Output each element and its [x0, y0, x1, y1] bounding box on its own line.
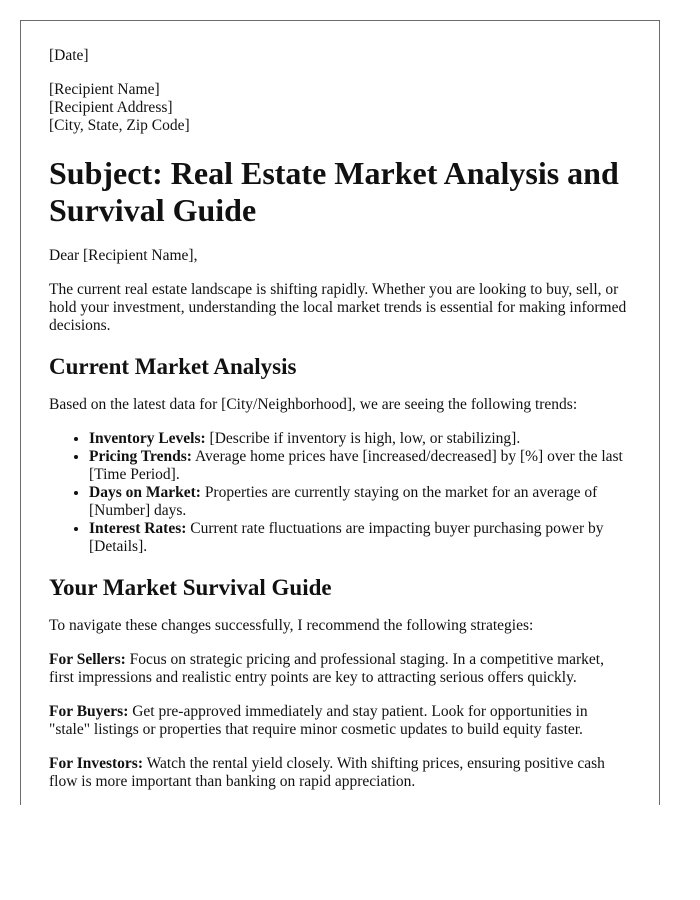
survival-guide-heading: Your Market Survival Guide — [49, 575, 332, 600]
trend-list — [49, 430, 629, 556]
trend-label: Inventory Levels: — [89, 430, 206, 447]
letter-page — [20, 20, 660, 805]
strategy-text: Watch the rental yield closely. With shifting prices, ensuring positive cash flow is more important than banking on rapid appreciation. — [49, 755, 605, 790]
trend-label: Days on Market: — [89, 484, 201, 501]
market-analysis-intro: Based on the latest data for [City/Neighborhood], we are seeing the following trends: — [49, 396, 578, 413]
strategy-label: For Sellers: — [49, 651, 126, 668]
date-line: [Date] — [49, 47, 89, 64]
recipient-address: [Recipient Address] — [49, 99, 173, 116]
recipient-city-state-zip: [City, State, Zip Code] — [49, 117, 190, 134]
subject-heading: Subject: Real Estate Market Analysis and Survival Guide — [49, 155, 619, 228]
recipient-address-block — [49, 81, 629, 135]
trend-item-pricing — [89, 448, 629, 484]
strategy-sellers — [49, 651, 629, 687]
strategy-text: Get pre-approved immediately and stay patient. Look for opportunities in "stale" listings or properties that require minor cosmetic updates to build equity faster. — [49, 703, 588, 738]
survival-guide-intro: To navigate these changes successfully, I recommend the following strategies: — [49, 617, 534, 634]
trend-text: Average home prices have [increased/decreased] by [%] over the last [Time Period]. — [89, 448, 623, 483]
trend-label: Pricing Trends: — [89, 448, 192, 465]
market-analysis-heading: Current Market Analysis — [49, 354, 297, 379]
strategy-label: For Investors: — [49, 755, 143, 772]
strategy-label: For Buyers: — [49, 703, 129, 720]
strategy-investors — [49, 755, 629, 791]
trend-item-days-on-market — [89, 484, 629, 520]
strategy-text: Focus on strategic pricing and professional staging. In a competitive market, first impressions and realistic entry points are key to attracting serious offers quickly. — [49, 651, 604, 686]
trend-item-inventory — [89, 430, 629, 448]
trend-text: Current rate fluctuations are impacting buyer purchasing power by [Details]. — [89, 520, 604, 555]
trend-item-interest-rates — [89, 520, 629, 556]
strategy-buyers — [49, 703, 629, 739]
trend-text: [Describe if inventory is high, low, or stabilizing]. — [205, 430, 521, 447]
trend-text: Properties are currently staying on the market for an average of [Number] days. — [89, 484, 598, 519]
salutation: Dear [Recipient Name], — [49, 247, 198, 264]
intro-paragraph: The current real estate landscape is shifting rapidly. Whether you are looking to buy, sell, or hold your investment, understanding the local market trends is essential for making informed decisions. — [49, 281, 627, 334]
letter-content — [49, 47, 629, 791]
recipient-name: [Recipient Name] — [49, 81, 160, 98]
trend-label: Interest Rates: — [89, 520, 187, 537]
